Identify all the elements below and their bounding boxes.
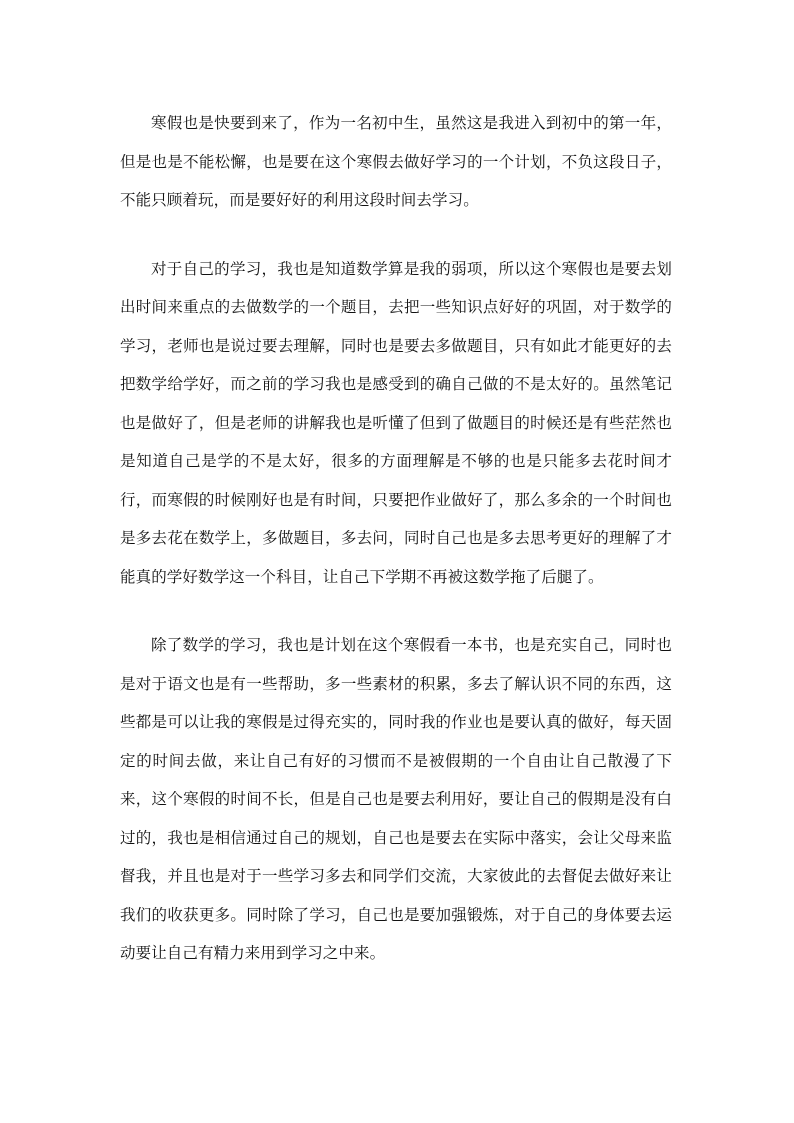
paragraph-reading-plan: 除了数学的学习，我也是计划在这个寒假看一本书，也是充实自己，同时也是对于语文也是有一些帮助，多一些素材的积累，多去了解认识不同的东西，这些都是可以让我的寒假是过得充实的，同时我的作业也是要认真的做好，每天固定的时间去做，来让自己有好的习惯而不是被假期的一个自由让自己散漫了下来，这个寒假的时间不长，但是自己也是要去利用好，要让自己的假期是没有白过的，我也是相信通过自己的规划，自己也是要去在实际中落实，会让父母来监督我，并且也是对于一些学习多去和同学们交流，大家彼此的去督促去做好来让我们的收获更多。同时除了学习，自己也是要加强锻炼，对于自己的身体要去运动要让自己有精力来用到学习之中来。 — [120, 636, 672, 962]
paragraph-math-plan: 对于自己的学习，我也是知道数学算是我的弱项，所以这个寒假也是要去划出时间来重点的去做数学的一个题目，去把一些知识点好好的巩固，对于数学的学习，老师也是说过要去理解，同时也是要去多做题目，只有如此才能更好的去把数学给学好，而之前的学习我也是感受到的确自己做的不是太好的。虽然笔记也是做好了，但是老师的讲解我也是听懂了但到了做题目的时候还是有些茫然也是知道自己是学的不是太好，很多的方面理解是不够的也是只能多去花时间才行，而寒假的时候刚好也是有时间，只要把作业做好了，那么多余的一个时间也是多去花在数学上，多做题目，多去问，同时自己也是多去思考更好的理解了才能真的学好数学这一个科目，让自己下学期不再被这数学拖了后腿了。 — [120, 259, 672, 586]
document-body — [120, 104, 672, 973]
paragraph-intro: 寒假也是快要到来了，作为一名初中生，虽然这是我进入到初中的第一年，但是也是不能松懈，也是要在这个寒假去做好学习的一个计划，不负这段日子，不能只顾着玩，而是要好好的利用这段时间去学习。 — [120, 114, 672, 209]
